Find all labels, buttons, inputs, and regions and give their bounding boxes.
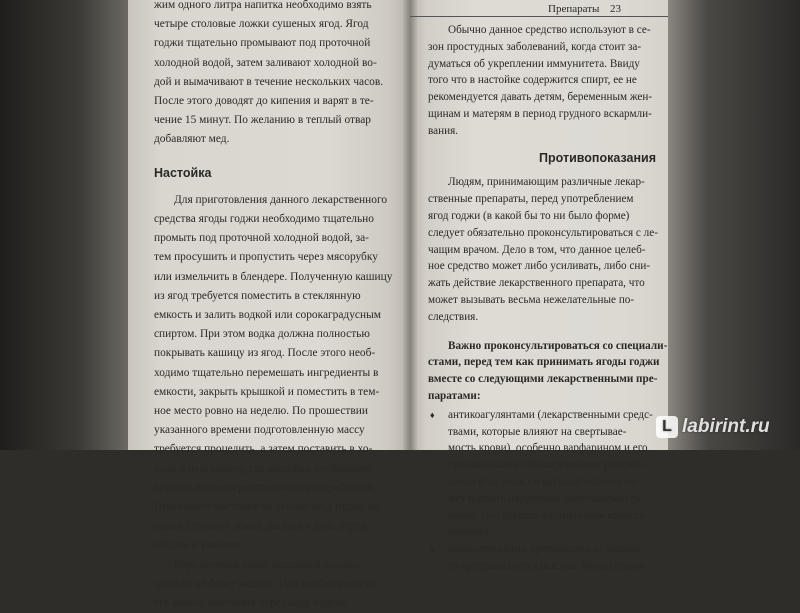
text-line: ♦ антикоагулянтами (лекарственными средс- xyxy=(448,408,653,421)
text-line: ление ягод годжи и антикоагулянтов мо- xyxy=(448,475,641,488)
text-line: годжи тщательно промывают под проточной xyxy=(154,37,371,50)
text-line: Курс лечения такой настойкой должен xyxy=(174,558,360,571)
text-line: обедом и ужином. xyxy=(154,539,242,552)
text-line: го артериального давления. Ягоды годжи xyxy=(448,559,644,572)
text-line: емкость и залить водкой или сорокаградусным xyxy=(154,309,381,322)
text-line: паратами: xyxy=(428,389,481,402)
running-head xyxy=(410,2,668,17)
running-head-title: Препараты xyxy=(548,3,600,15)
text-line: холодной водой, затем заливают холодной во- xyxy=(154,56,377,69)
text-line: средства ягоды годжи необходимо тщательно xyxy=(154,213,374,226)
text-line: или измельчить в блендере. Полученную кашицу xyxy=(154,270,393,283)
text-line: После этого доводят до кипения и варят в те- xyxy=(154,95,374,108)
text-line: жим одного литра напитка необходимо взять xyxy=(154,0,372,11)
text-line: Важно проконсультироваться со специали- xyxy=(448,339,668,352)
text-line: ходимо тщательно перемешать ингредиенты в xyxy=(154,366,379,379)
text-line: твами, которые влияют на свертывае- xyxy=(448,425,627,438)
text-line: жать действие лекарственного препарата, что xyxy=(428,277,645,290)
heading-contraindications: Противопоказания xyxy=(539,150,656,165)
text-line: ное средство может либо усиливать, либо сни- xyxy=(428,260,651,273)
important-note xyxy=(428,338,668,405)
background-left xyxy=(0,0,128,450)
left-page xyxy=(128,0,410,610)
drug-list-item xyxy=(428,541,656,575)
text-line: чащим врачом. Дело в том, что данное целеб- xyxy=(428,243,646,256)
left-column xyxy=(154,0,408,613)
text-line: четыре столовые ложки сушеных ягод. Ягод xyxy=(154,18,369,31)
text-line: ягод годжи (в какой бы то ни было форме) xyxy=(428,209,630,222)
drug-list-item xyxy=(428,407,656,541)
left-body-paragraph xyxy=(154,191,408,613)
heading-nastoyka: Настойка xyxy=(154,165,212,180)
left-top-paragraph xyxy=(154,0,408,150)
text-line: тем просушить и пропустить через мясорубку xyxy=(154,251,378,264)
text-line: емкости, закрыть крышкой и поместить в тем- xyxy=(154,385,380,398)
watermark xyxy=(656,416,770,438)
text-line: чение 15 минут. По желанию в теплый отвар xyxy=(154,114,371,127)
text-line: того что в настойке содержится спирт, ее не xyxy=(428,74,637,87)
text-line: его можно повторить через пару недель. xyxy=(154,597,350,610)
page-number: 23 xyxy=(610,3,621,15)
text-line: крови. Это чревато внутренними кровоте- xyxy=(448,509,649,522)
text-line: добавляют мед. xyxy=(154,133,230,146)
text-line: ♦ лекарственными препаратами от высоко- xyxy=(448,543,645,556)
text-line: дой и вымачивают в течение нескольких часов. xyxy=(154,75,384,88)
text-line: Принимают настойку на основе ягод годжи по xyxy=(154,501,380,514)
text-line: рекомендуется давать детям, беременным жен- xyxy=(428,91,653,104)
contraindications-paragraph xyxy=(428,174,656,325)
text-line: вместе со следующими лекарственными пре- xyxy=(428,373,658,386)
text-line: Для приготовления данного лекарственного xyxy=(174,193,388,206)
text-line: щинам и матерям в период грудного вскармли- xyxy=(428,107,652,120)
text-line: ное место ровно на неделю. По прошествии xyxy=(154,405,368,418)
text-line: лодильную камеру, где настойку необходимо xyxy=(154,462,372,475)
text-line: ственные препараты, перед употреблением xyxy=(428,193,634,206)
text-line: производными. Одновременное употреб- xyxy=(448,459,645,472)
text-line: мость крови), особенно варфарином и его xyxy=(448,442,648,455)
text-line: чениями; xyxy=(448,526,492,539)
text-line: из ягод требуется поместить в стеклянную xyxy=(154,289,361,302)
text-line: следствия. xyxy=(428,310,479,323)
text-line: спиртом. При этом водка должна полностью xyxy=(154,328,370,341)
text-line: покрывать кашицу из ягод. После этого необ- xyxy=(154,347,376,360)
text-line: Людям, принимающим различные лекар- xyxy=(448,176,645,189)
text-line: требуется процедить, а затем поставить в хо- xyxy=(154,443,373,456)
text-line: длиться не более месяца. При необходимости xyxy=(154,577,376,590)
text-line: Обычно данное средство используют в се- xyxy=(448,24,651,36)
text-line: указанного времени подготовленную массу xyxy=(154,424,365,437)
drug-list xyxy=(428,407,656,575)
labirint-logo-icon: L xyxy=(656,416,678,438)
right-intro-paragraph xyxy=(428,22,656,140)
text-line: может вызывать весьма нежелательные по- xyxy=(428,293,635,306)
text-line: следует обязательно проконсультироваться с ле- xyxy=(428,226,658,239)
watermark-text: labirint.ru xyxy=(682,416,770,437)
text-line: думаться об укреплении иммунитета. Ввиду xyxy=(428,57,640,70)
book-gutter xyxy=(402,0,418,450)
text-line: хранить до непосредственного употребления. xyxy=(154,481,376,494)
text-line: стами, перед тем как принимать ягоды годжи xyxy=(428,356,660,369)
text-line: промыть под проточной холодной водой, за- xyxy=(154,232,369,245)
text-line: жет вызвать нарушение свертываемости xyxy=(448,492,641,505)
text-line: вания. xyxy=(428,124,459,137)
right-column xyxy=(428,22,668,575)
text-line: зон простудных заболеваний, когда стоит за- xyxy=(428,40,642,53)
text-line: одной столовой ложке дважды в день перед xyxy=(154,520,366,533)
background-right xyxy=(668,0,800,450)
